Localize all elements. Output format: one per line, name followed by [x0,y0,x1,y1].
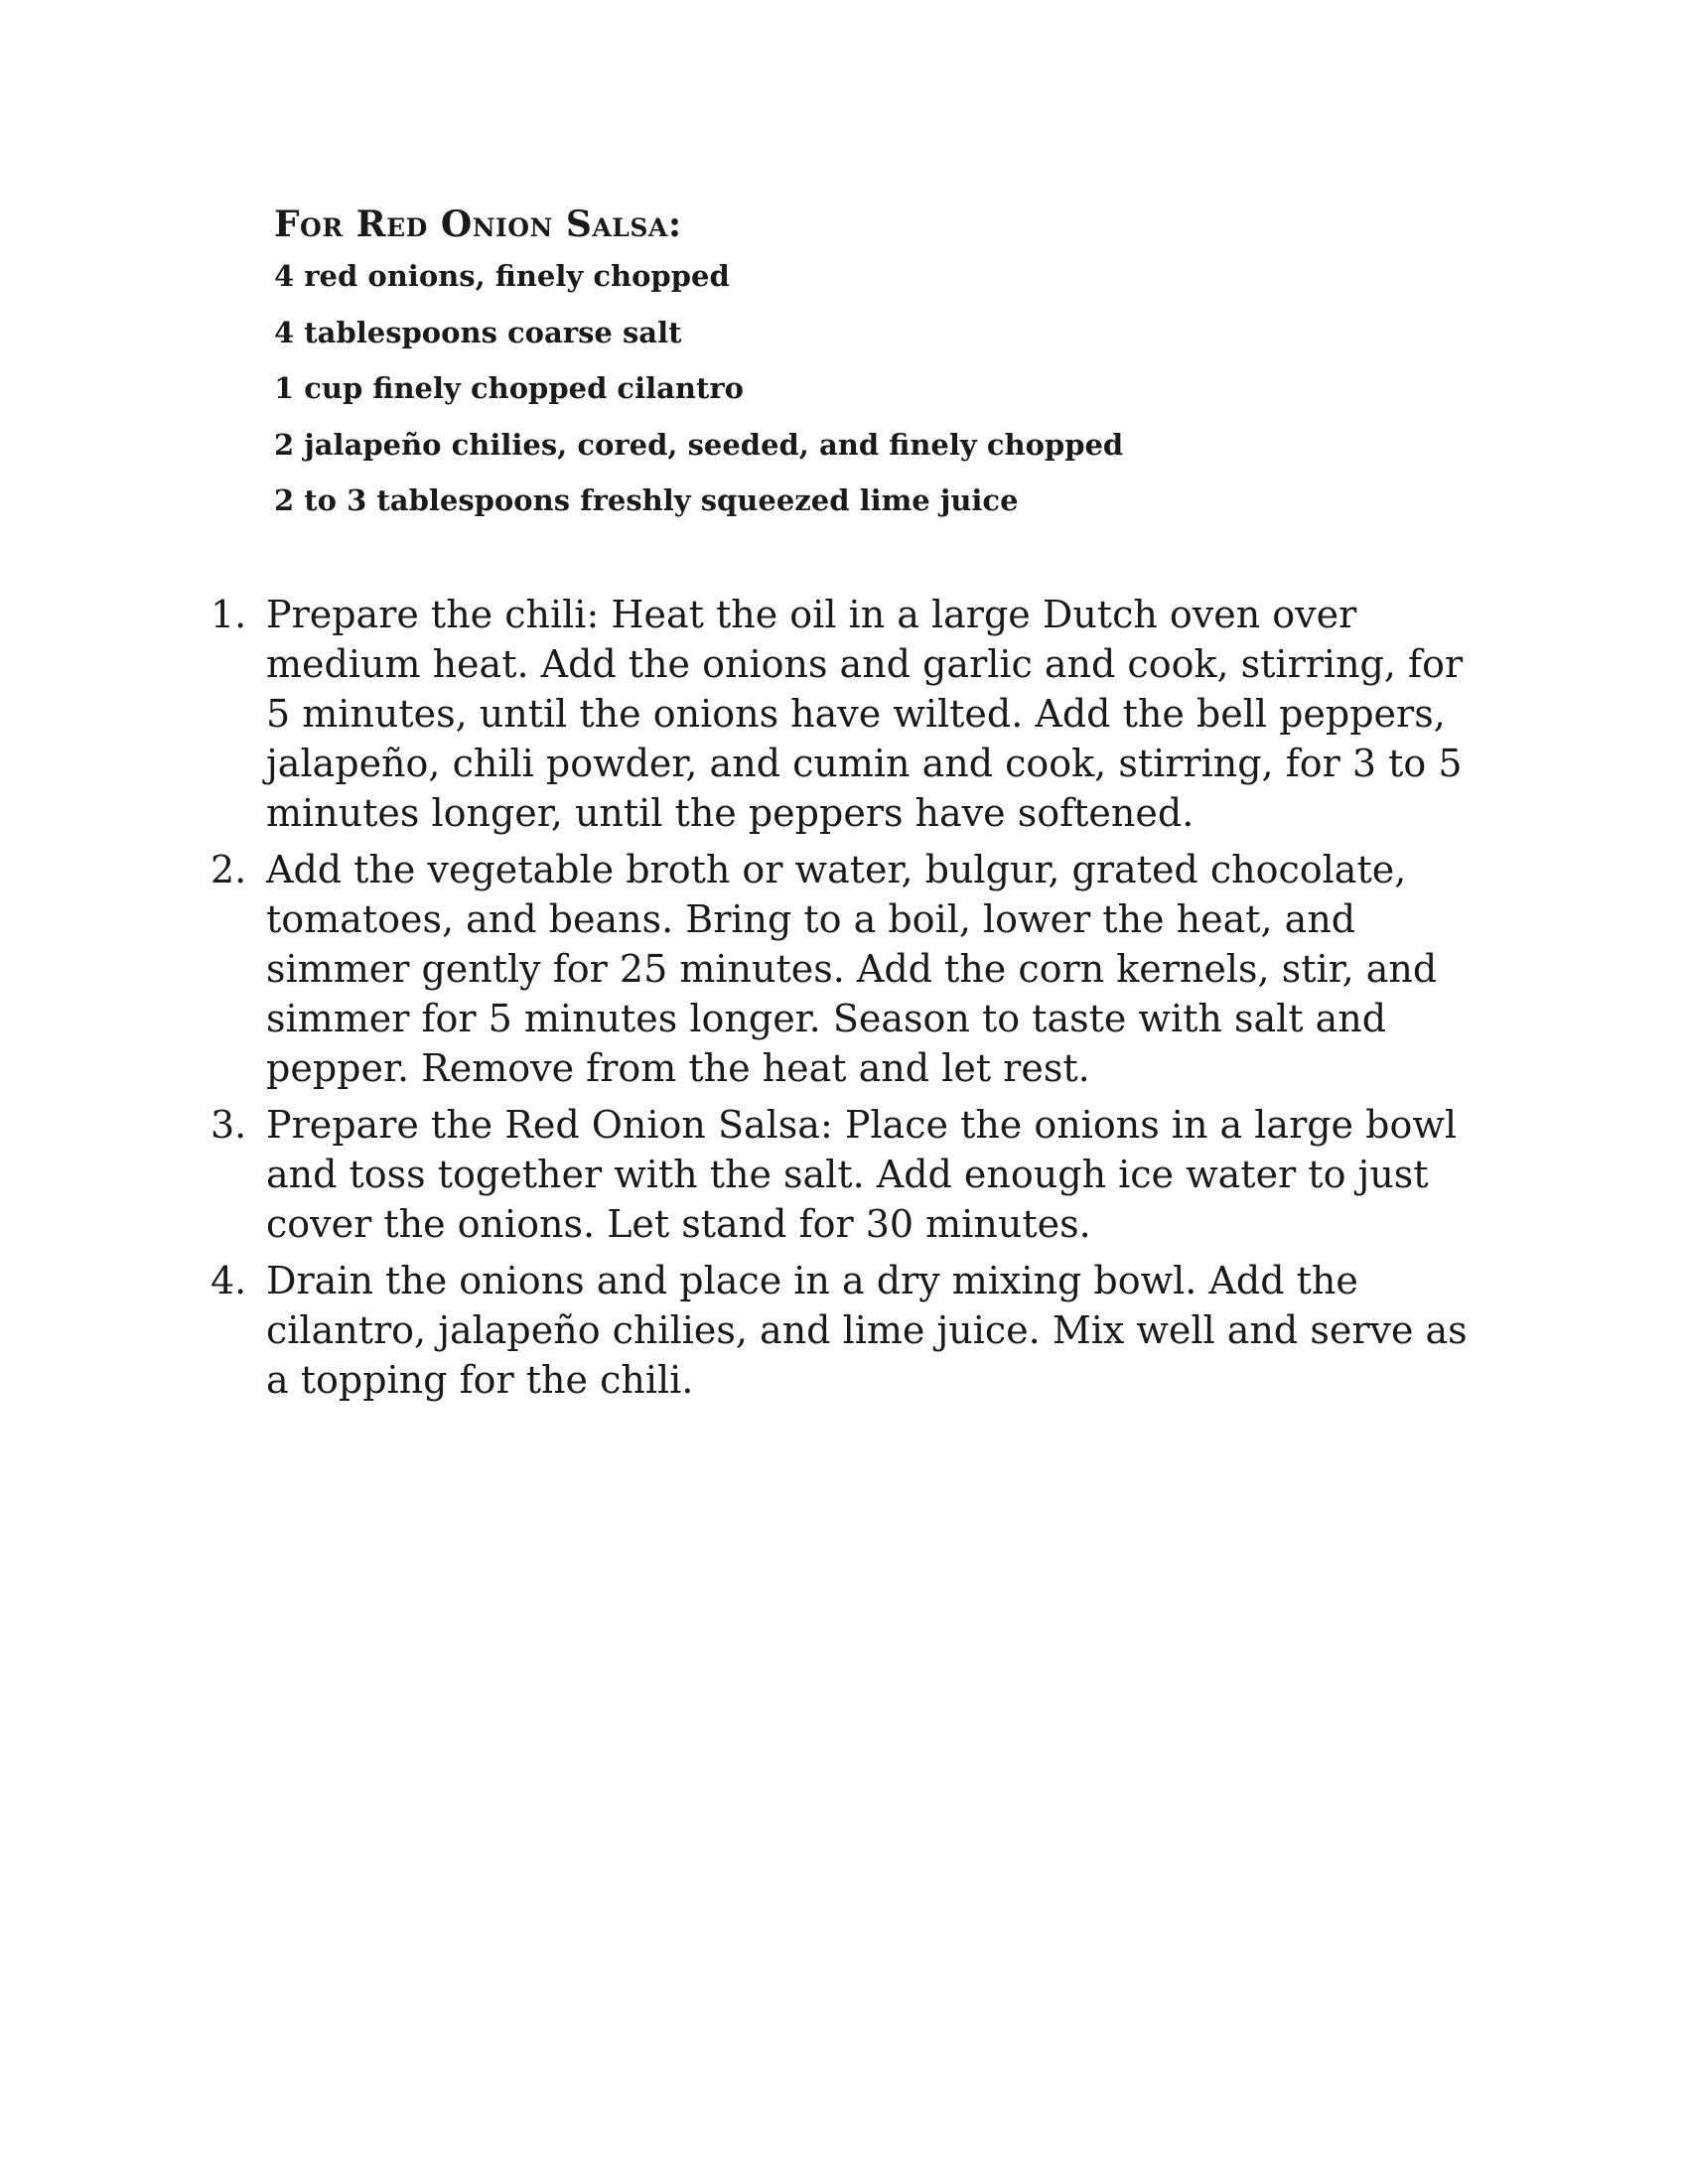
step-text: Prepare the Red Onion Salsa: Place the onions in a large bowl and toss together with the salt. Add enough ice water to just cover the onions. Let stand for 30 minutes. [266,1103,1458,1246]
step-number: 1. [211,593,247,636]
step-text: Add the vegetable broth or water, bulgur, grated chocolate, tomatoes, and beans. Bring to a boil, lower the heat, and simmer gently for 25 minutes. Add the corn kernels, stir, and simmer for 5 minutes longer. Season to taste with salt and pepper. Remove from the heat and let rest. [266,848,1438,1090]
salsa-ingredients [274,195,1466,535]
ingredient-item: 2 to 3 tablespoons freshly squeezed lime juice [274,483,1019,517]
step-text: Drain the onions and place in a dry mixing bowl. Add the cilantro, jalapeño chilies, and lime juice. Mix well and serve as a topping for the chili. [266,1259,1468,1402]
ingredient-item: 1 cup finely chopped cilantro [274,371,745,405]
step-text: Prepare the chili: Heat the oil in a large Dutch oven over medium heat. Add the onions and garlic and cook, stirring, for 5 minutes, until the onions have wilted. Add the bell peppers, jalapeño, chili powder, and cumin and cook, stirring, for 3 to 5 minutes longer, until the peppers have softened. [266,593,1464,835]
instruction-steps [211,590,1491,1412]
instruction-step [211,1100,1491,1249]
step-number: 3. [211,1103,247,1147]
ingredient-item: 4 tablespoons coarse salt [274,315,682,349]
step-number: 4. [211,1259,247,1302]
instruction-step [211,1256,1491,1405]
instruction-step [211,590,1491,838]
step-number: 2. [211,848,247,891]
ingredient-list [274,254,1466,535]
instruction-step [211,845,1491,1093]
ingredient-item: 4 red onions, finely chopped [274,259,730,293]
ingredient-item: 2 jalapeño chilies, cored, seeded, and finely chopped [274,427,1124,462]
section-title: For Red Onion Salsa: [274,204,682,245]
